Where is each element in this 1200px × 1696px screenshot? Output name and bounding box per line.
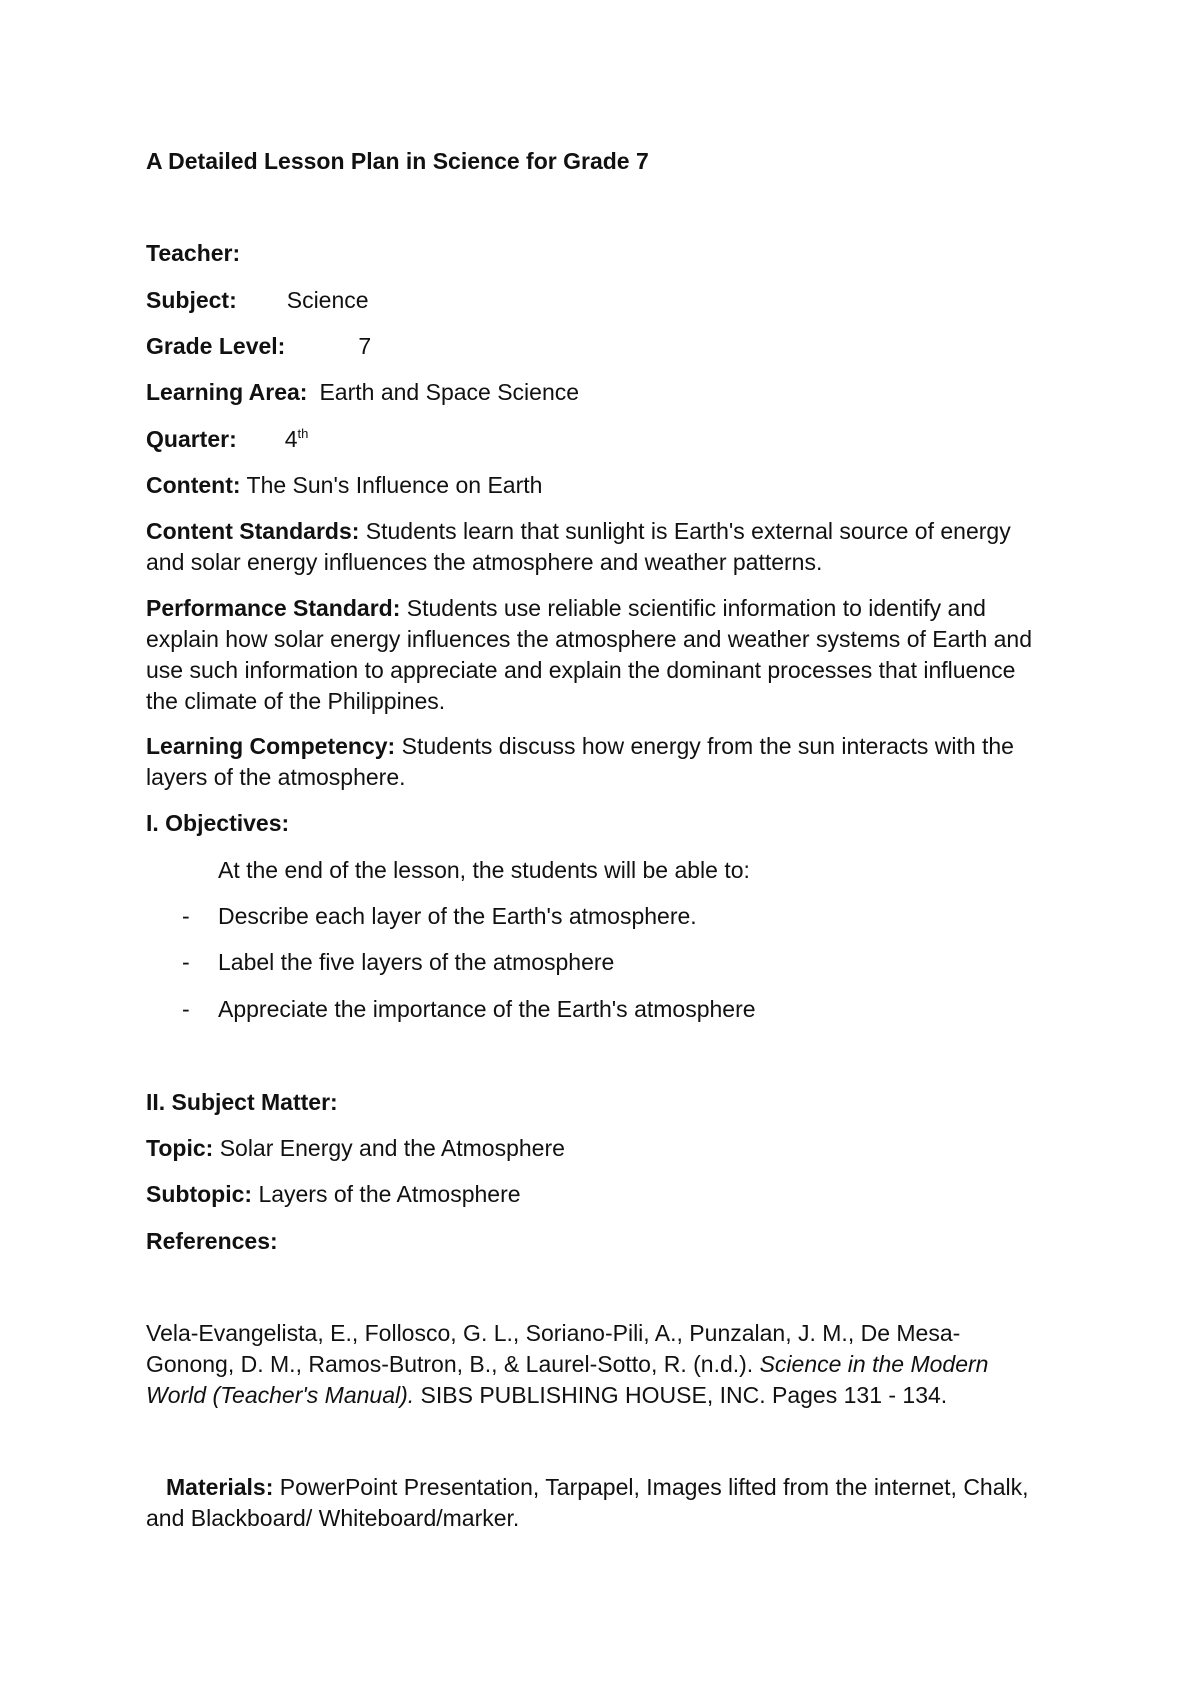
- materials-value: PowerPoint Presentation, Tarpapel, Images lifted from the internet, Chalk, and Blackboard/ Whiteboard/marker.: [146, 1474, 1029, 1531]
- subtopic-label: Subtopic:: [146, 1181, 253, 1207]
- content-label: Content:: [146, 472, 241, 498]
- learning-competency-paragraph: [146, 731, 1046, 793]
- objective-text: Describe each layer of the Earth's atmosphere.: [218, 903, 697, 929]
- performance-standard-label: Performance Standard:: [146, 595, 401, 621]
- objective-text: Label the five layers of the atmosphere: [218, 949, 615, 975]
- topic-row: [146, 1133, 565, 1164]
- topic-label: Topic:: [146, 1135, 214, 1161]
- grade-level-value: 7: [358, 333, 372, 359]
- subject-matter-heading: II. Subject Matter:: [146, 1089, 338, 1115]
- subtopic-value: Layers of the Atmosphere: [258, 1181, 521, 1207]
- quarter-value: 4: [284, 426, 298, 452]
- references-label: References:: [146, 1228, 278, 1254]
- materials-paragraph: [146, 1472, 1046, 1534]
- topic-value: Solar Energy and the Atmosphere: [219, 1135, 565, 1161]
- content-value: The Sun's Influence on Earth: [246, 472, 543, 498]
- content-standards-label: Content Standards:: [146, 518, 360, 544]
- materials-label: Materials:: [166, 1474, 274, 1500]
- learning-competency-value: Students discuss how energy from the sun interacts with the layers of the atmosphere.: [146, 733, 1014, 790]
- quarter-label: Quarter:: [146, 426, 237, 452]
- teacher-label: Teacher:: [146, 240, 241, 266]
- bullet-dash: -: [182, 996, 190, 1022]
- grade-level-row: [146, 331, 371, 362]
- bullet-dash: -: [182, 949, 190, 975]
- quarter-suffix: th: [297, 426, 309, 441]
- learning-area-value: Earth and Space Science: [319, 379, 580, 405]
- subject-row: [146, 285, 369, 316]
- grade-level-label: Grade Level:: [146, 333, 286, 359]
- content-standards-value: Students learn that sunlight is Earth's external source of energy and solar energy influences the atmosphere and weather patterns.: [146, 518, 1011, 575]
- subtopic-row: [146, 1179, 521, 1210]
- subject-value: Science: [286, 287, 369, 313]
- learning-competency-label: Learning Competency:: [146, 733, 396, 759]
- objectives-intro: At the end of the lesson, the students will be able to:: [218, 857, 750, 883]
- subject-label: Subject:: [146, 287, 237, 313]
- content-standards-paragraph: [146, 516, 1046, 578]
- reference-publisher: SIBS PUBLISHING HOUSE, INC. Pages 131 - 134.: [414, 1382, 948, 1408]
- reference-citation: [146, 1318, 1046, 1411]
- objectives-heading: I. Objectives:: [146, 810, 290, 836]
- teacher-row: [146, 238, 240, 269]
- objective-text: Appreciate the importance of the Earth's atmosphere: [218, 996, 756, 1022]
- reference-authors: Vela-Evangelista, E., Follosco, G. L., Soriano-Pili, A., Punzalan, J. M., De Mesa-Gonong, D. M., Ramos-Butron, B., & Laurel-Sotto, R. (n.d.).: [146, 1320, 961, 1377]
- performance-standard-value: Students use reliable scientific information to identify and explain how solar energy influences the atmosphere and weather systems of Earth and use such information to appreciate and explain the dominant processes that influence the climate of the Philippines.: [146, 595, 1033, 714]
- reference-title: Science in the Modern World (Teacher's Manual).: [146, 1351, 989, 1408]
- content-row: [146, 470, 542, 501]
- learning-area-row: [146, 377, 579, 408]
- document-title: A Detailed Lesson Plan in Science for Grade 7: [146, 148, 649, 174]
- performance-standard-paragraph: [146, 593, 1046, 717]
- learning-area-label: Learning Area:: [146, 379, 308, 405]
- bullet-dash: -: [182, 903, 190, 929]
- quarter-row: [146, 424, 308, 455]
